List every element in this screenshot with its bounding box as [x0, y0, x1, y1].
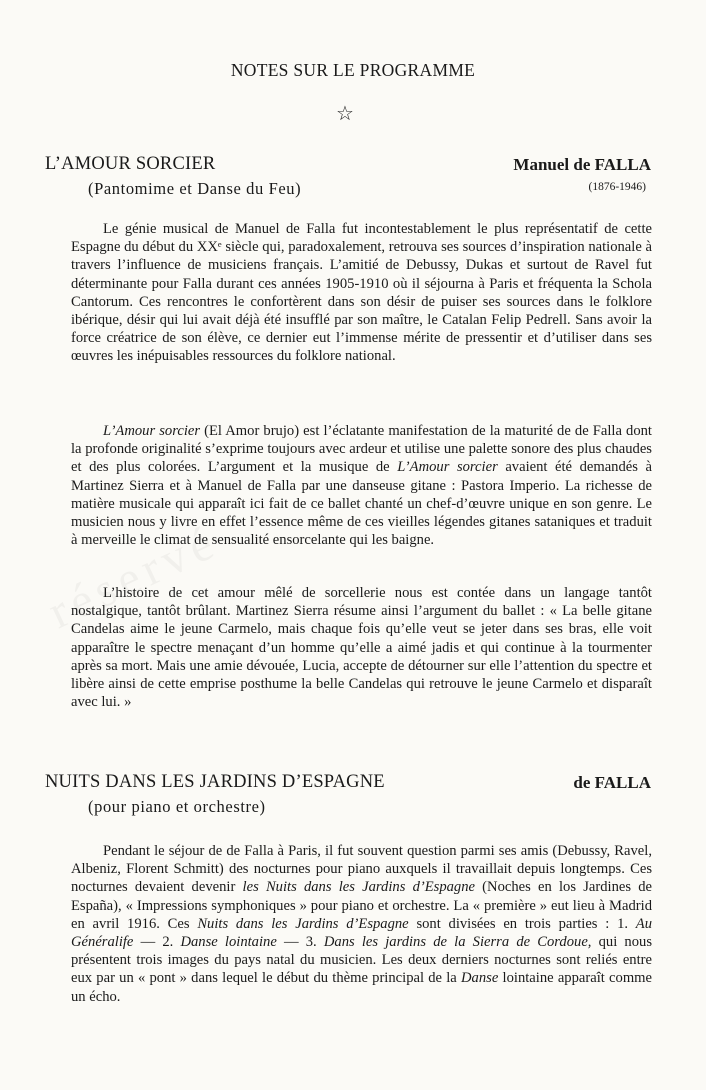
text-run: (El Amor brujo) est l’éclatante manifestation de la maturité de de Falla dont la profonde originalité s’exprime toujours avec ardeur et utilise une palette sonore des plus chaudes et des plus colorées. L’argument et la musique de [71, 423, 652, 476]
section1-subtitle: (Pantomime et Danse du Feu) [88, 179, 302, 198]
section1-composer: Manuel de FALLA [513, 155, 651, 174]
section1-paragraph-2 [71, 422, 652, 549]
text-run: lointaine apparaît comme un écho. [71, 970, 653, 1005]
text-run: Pendant le séjour de de Falla à Paris, il fut souvent question parmi ses amis (Debussy, Ravel, Albeniz, Florent Schmitt) des nocturnes pour piano auxquels il travaillait depuis longtemps. Ces nocturnes devaient devenir [71, 843, 652, 896]
text-run: — 2. [133, 934, 181, 951]
movement-title: Au Généralife [71, 915, 653, 951]
section2-paragraph-1 [71, 842, 652, 1006]
section1-title: L’AMOUR SORCIER [45, 154, 216, 174]
section1-dates: (1876-1946) [588, 181, 646, 193]
section2-subtitle: (pour piano et orchestre) [88, 797, 266, 816]
movement-title: Danse [461, 970, 499, 987]
work-title: L’Amour sorcier [103, 423, 201, 439]
text-run: — 3. [276, 934, 324, 951]
section1-paragraph-1: Le génie musical de Manuel de Falla fut incontestablement le plus représentatif de cette Espagne du début du XXᵉ siècle qui, paradoxalement, retrouva ses sources d’inspiration nationale à travers l’influence de musiciens français. L’amitié de Debussy, Dukas et surtout de Ravel fut déterminante pour Falla durant ces années 1905-1910 où il séjourna à Paris et fréquenta la Schola Cantorum. Ces rencontres le confortèrent dans son désir de puiser ses sources dans le folklore ibérique, désir qui lui avait déjà été insufflé par son maître, le Catalan Felip Pedrell. Sans avoir la force créatrice de son élève, ce dernier eut l’immense mérite de pressentir et d’utiliser dans ses œuvres les inépuisables ressources du folklore national. [71, 221, 652, 365]
work-title: Nuits dans les Jardins d’Espagne [197, 915, 409, 932]
text-run: sont divisées en trois parties : 1. [408, 915, 636, 932]
section2-composer: de FALLA [573, 773, 651, 792]
section2-title: NUITS DANS LES JARDINS D’ESPAGNE [45, 772, 385, 792]
text-run: (Noches en los Jardines de España), « Impressions symphoniques » pour piano et orchestre. La « première » eut lieu à Madrid en avril 1916. Ces [71, 879, 652, 932]
movement-title: Dans les jardins de la Sierra de Cordoue, [323, 934, 592, 951]
text-run: qui nous présentent trois images du pays natal du musicien. Les deux derniers nocturnes sont reliés entre eux par un « pont » dans lequel le début du thème principal de la [71, 934, 653, 987]
work-title: L’Amour sorcier [397, 459, 498, 476]
section1-paragraph-3: L’histoire de cet amour mêlé de sorcellerie nous est contée dans un langage tantôt nostalgique, tantôt brûlant. Martinez Sierra résume ainsi l’argument du ballet : « La belle gitane Candelas aime le jeune Carmelo, mais chaque fois qu’elle veut se jeter dans ses bras, elle voit apparaître le spectre menaçant d’un homme qu’elle a aimé jadis et qui continue à la tourmenter après sa mort. Mais une amie dévouée, Lucia, accepte de détourner sur elle l’attention du spectre et libère ainsi de cette emprise posthume la belle Candelas qui retrouve le jeune Carmelo et disparaît avec lui. » [71, 585, 652, 711]
star-ornament-icon: ☆ [336, 103, 354, 125]
text-run: avaient été demandés à Martinez Sierra et à Manuel de Falla par une danseuse gitane : Pastora Imperio. La richesse de matière musicale qui apparaît ici fait de ce ballet chanté un chef-d’œuvre unique en son genre. Le musicien nous y livre en effet l’essence même de ces vieilles légendes gitanes sataniques et traduit à merveille le climat de sensualité ensorcelante qui les baigne. [71, 459, 652, 549]
work-title: les Nuits dans les Jardins d’Espagne [242, 879, 475, 896]
movement-title: Danse lointaine [180, 934, 277, 951]
page-title: NOTES SUR LE PROGRAMME [230, 60, 476, 80]
